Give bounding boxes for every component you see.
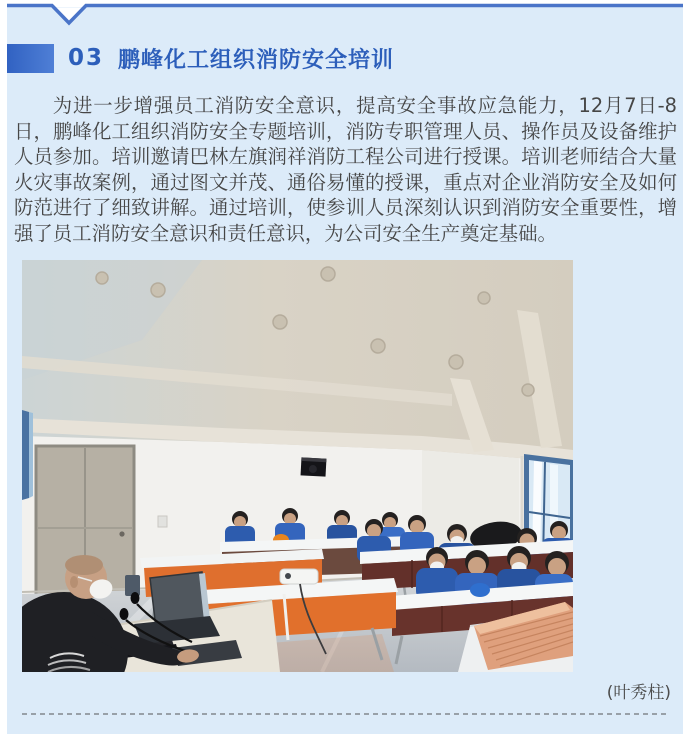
section-header <box>7 43 683 73</box>
panel-content-layer <box>7 7 683 734</box>
ceiling <box>22 260 573 465</box>
section-badge-rectangle <box>7 44 54 73</box>
trash-bin <box>125 575 140 596</box>
wall-speaker <box>301 457 327 476</box>
article-paragraph: 为进一步增强员工消防安全意识，提高安全事故应急能力，12月7日-8日，鹏峰化工组织消防安全专题培训，消防专职管理人员、操作员及设备维护人员参加。培训邀请巴林左旗润祥消防工程公司进行授课。培训老师结合大量火灾事故案例，通过图文并茂、通俗易懂的授课，重点对企业消防安全及如何防范进行了细致讲解。通过培训，使参训人员深刻认识到消防安全重要性，增强了员工消防安全意识和责任意识，为公司安全生产奠定基础。 <box>14 94 677 245</box>
section-number: 03 <box>68 45 105 71</box>
section-title: 鹏峰化工组织消防安全培训 <box>118 47 395 73</box>
door-handle <box>119 531 124 536</box>
left-window-sliver <box>22 410 33 500</box>
blue-hard-hat <box>470 583 490 597</box>
training-classroom-photo[interactable] <box>22 260 573 672</box>
dashed-divider <box>22 713 670 715</box>
author-byline: (叶秀柱) <box>606 683 671 703</box>
light-switch <box>158 516 167 527</box>
